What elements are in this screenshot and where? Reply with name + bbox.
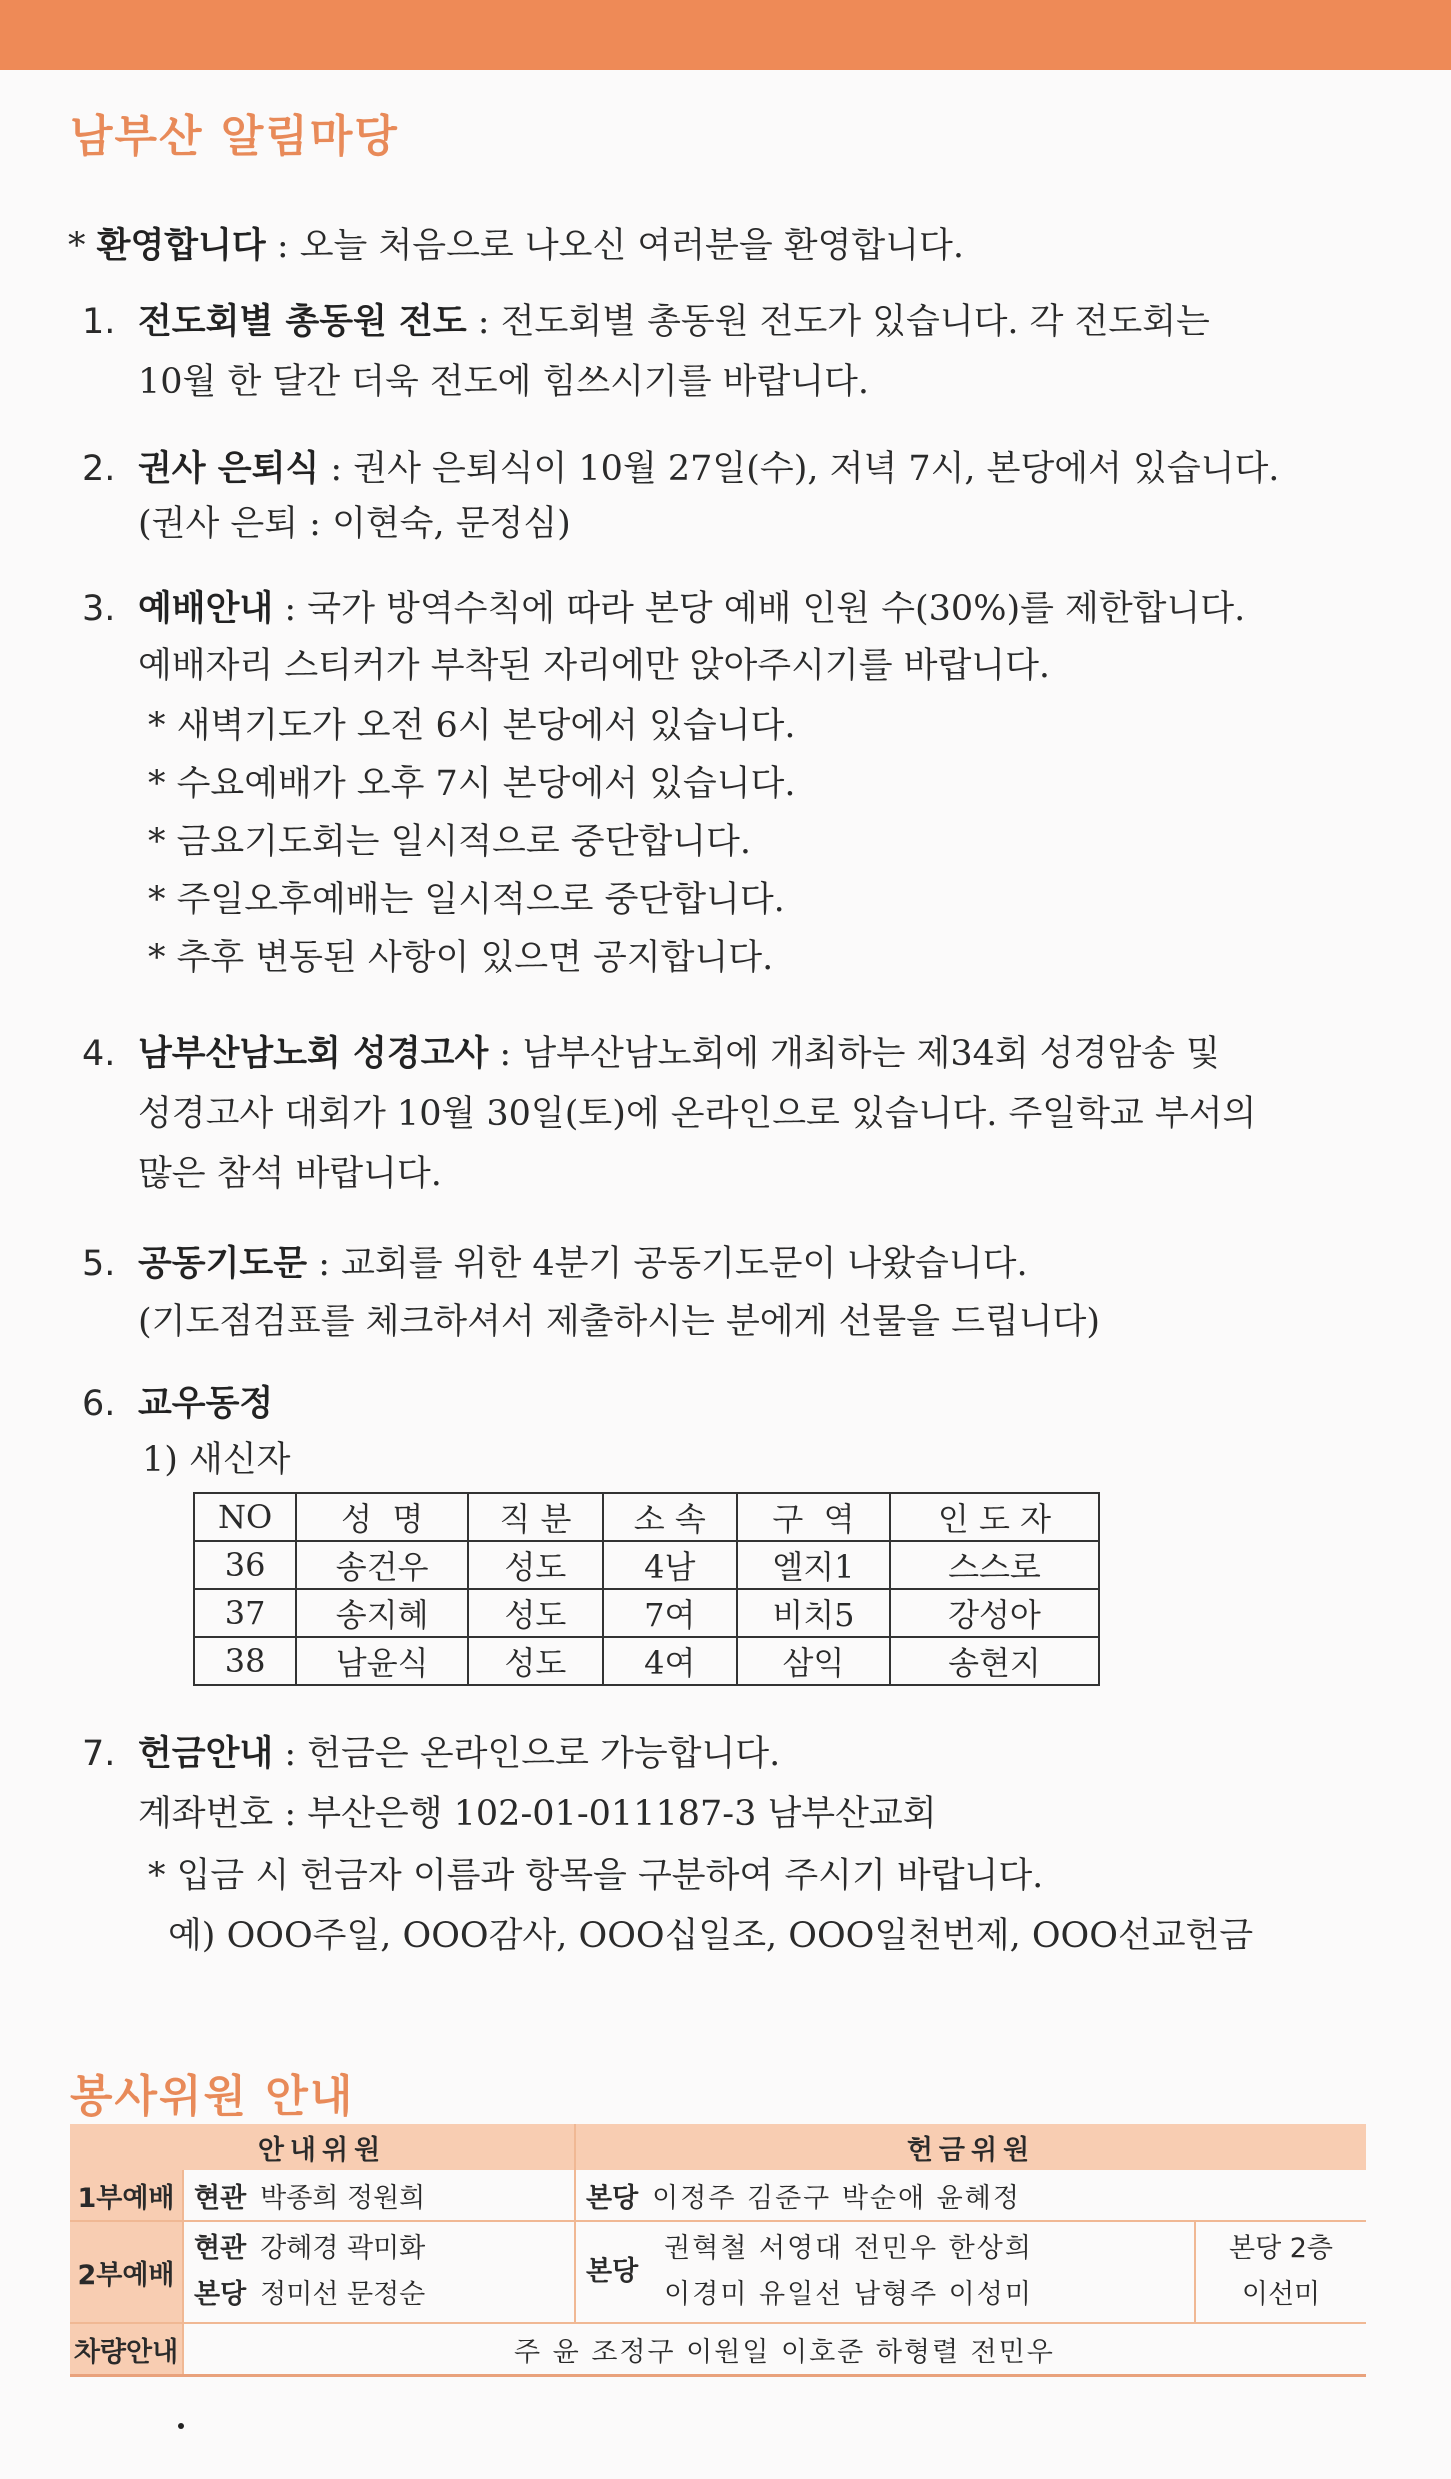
ushers-cell xyxy=(183,2170,575,2221)
item-text: 교회를 위한 4분기 공동기도문이 나왔습니다. xyxy=(341,1244,1028,1284)
table-cell: 스스로 xyxy=(890,1541,1099,1589)
item-label: 공동기도문 xyxy=(138,1244,308,1284)
item-line: 성경고사 대회가 10월 30일(토)에 온라인으로 있습니다. 주일학교 부서의 xyxy=(138,1094,1257,1134)
names: 강혜경 곽미화 xyxy=(260,2233,426,2264)
col-header: 소 속 xyxy=(603,1493,737,1541)
table-row xyxy=(194,1637,1099,1685)
table-row xyxy=(194,1589,1099,1637)
ushers-cell xyxy=(183,2221,575,2323)
table-cell: 성도 xyxy=(468,1637,602,1685)
table-cell: 4여 xyxy=(603,1637,737,1685)
notice-item-6 xyxy=(82,1380,273,1428)
place: 본당 xyxy=(586,2182,639,2214)
item-number: 6. xyxy=(82,1384,116,1424)
item-line: * 금요기도회는 일시적으로 중단합니다. xyxy=(148,822,751,862)
notice-item-2: 2. 권사 은퇴식 : 권사 은퇴식이 10월 27일(수), 저녁 7시, 본당에서 있습니다. xyxy=(82,445,1279,493)
service-label: 2부예배 xyxy=(70,2221,183,2323)
offering-cell xyxy=(575,2221,1195,2323)
item-label: 전도회별 총동원 전도 xyxy=(138,302,467,342)
notice-item-7: 7. 헌금안내 : 헌금은 온라인으로 가능합니다. xyxy=(82,1730,780,1778)
table-cell: 성도 xyxy=(468,1589,602,1637)
item-line: * 추후 변동된 사항이 있으면 공지합니다. xyxy=(148,938,774,978)
service-label: 1부예배 xyxy=(70,2170,183,2221)
col-header: 구 역 xyxy=(737,1493,890,1541)
table-cell: 4남 xyxy=(603,1541,737,1589)
usher-line xyxy=(194,2226,564,2272)
place: 본당 xyxy=(194,2279,247,2310)
welcome-label: 환영합니다 xyxy=(96,226,266,266)
table-cell: 강성아 xyxy=(890,1589,1099,1637)
item-number: 5. xyxy=(82,1244,116,1284)
item-line: 많은 참석 바랍니다. xyxy=(138,1154,442,1194)
table-cell: 7여 xyxy=(603,1589,737,1637)
volunteers-header-row xyxy=(70,2124,1366,2170)
table-cell: 성도 xyxy=(468,1541,602,1589)
offering-cell xyxy=(575,2170,1366,2221)
ushers-header: 안내위원 xyxy=(70,2124,575,2170)
volunteers-table xyxy=(70,2124,1366,2377)
item-line: * 주일오후예배는 일시적으로 중단합니다. xyxy=(148,880,785,920)
item-line: (권사 은퇴 : 이현숙, 문정심) xyxy=(138,504,571,544)
place: 현관 xyxy=(194,2182,247,2214)
service-2-row xyxy=(70,2221,1366,2323)
usher-line xyxy=(194,2272,564,2318)
table-cell: 엘지1 xyxy=(737,1541,890,1589)
table-cell: 송건우 xyxy=(296,1541,468,1589)
item-number: 4. xyxy=(82,1034,116,1074)
place: 본당 2층 xyxy=(1228,2233,1333,2264)
col-header: 직 분 xyxy=(468,1493,602,1541)
service-1-row xyxy=(70,2170,1366,2221)
item-number: 3. xyxy=(82,589,116,629)
item-label: 권사 은퇴식 xyxy=(138,449,320,489)
table-cell: 36 xyxy=(194,1541,296,1589)
table-row xyxy=(194,1541,1099,1589)
print-mark xyxy=(178,2423,184,2429)
table-cell: 38 xyxy=(194,1637,296,1685)
item-number: 7. xyxy=(82,1734,116,1774)
table-cell: 37 xyxy=(194,1589,296,1637)
notice-item-5: 5. 공동기도문 : 교회를 위한 4분기 공동기도문이 나왔습니다. xyxy=(82,1240,1028,1288)
names: 이정주 김준구 박순애 윤혜정 xyxy=(652,2182,1021,2214)
item-line: * 새벽기도가 오전 6시 본당에서 있습니다. xyxy=(148,706,796,746)
names: 박종희 정원희 xyxy=(260,2182,426,2214)
table-cell: 비치5 xyxy=(737,1589,890,1637)
notice-item-1: 1. 전도회별 총동원 전도 : 전도회별 총동원 전도가 있습니다. 각 전도회는 xyxy=(82,298,1210,346)
service-label: 차량안내 xyxy=(70,2323,183,2376)
welcome-line xyxy=(68,222,964,270)
offering-extra-cell xyxy=(1195,2221,1366,2323)
place: 현관 xyxy=(194,2233,247,2264)
vehicle-cell: 주 윤 조정구 이원일 이호준 하형렬 전민우 xyxy=(183,2323,1366,2376)
vehicle-row xyxy=(70,2323,1366,2376)
item-number: 2. xyxy=(82,449,116,489)
item-line: 1) 새신자 xyxy=(142,1440,291,1480)
item-number: 1. xyxy=(82,302,116,342)
table-header-row xyxy=(194,1493,1099,1541)
table-cell: 송현지 xyxy=(890,1637,1099,1685)
notice-item-3: 3. 예배안내 : 국가 방역수칙에 따라 본당 예배 인원 수(30%)를 제한합니다. xyxy=(82,585,1245,633)
col-header: NO xyxy=(194,1493,296,1541)
col-header: 인 도 자 xyxy=(890,1493,1099,1541)
item-label: 헌금안내 xyxy=(138,1734,274,1774)
welcome-text: 오늘 처음으로 나오신 여러분을 환영합니다. xyxy=(299,226,964,266)
col-header: 성 명 xyxy=(296,1493,468,1541)
item-line: 예배자리 스티커가 부착된 자리에만 앉아주시기를 바랍니다. xyxy=(138,646,1051,686)
new-members-table xyxy=(193,1492,1100,1686)
item-line: 예) OOO주일, OOO감사, OOO십일조, OOO일천번제, OOO선교헌금 xyxy=(168,1916,1254,1956)
notices-title: 남부산 알림마당 xyxy=(70,111,399,162)
notice-item-4: 4. 남부산남노회 성경고사 : 남부산남노회에 개최하는 제34회 성경암송 및 xyxy=(82,1030,1220,1078)
top-color-bar xyxy=(0,0,1451,70)
item-text: 헌금은 온라인으로 가능합니다. xyxy=(307,1734,781,1774)
place: 본당 xyxy=(586,2256,639,2287)
bullet: * xyxy=(68,226,86,266)
table-cell: 송지혜 xyxy=(296,1589,468,1637)
names: 이선미 xyxy=(1241,2279,1321,2310)
item-text: 전도회별 총동원 전도가 있습니다. 각 전도회는 xyxy=(500,302,1210,342)
item-line: 10월 한 달간 더욱 전도에 힘쓰시기를 바랍니다. xyxy=(138,362,869,402)
names: 정미선 문정순 xyxy=(260,2279,426,2310)
item-label: 교우동정 xyxy=(138,1384,274,1424)
item-line: (기도점검표를 체크하셔서 제출하시는 분에게 선물을 드립니다) xyxy=(138,1302,1100,1342)
item-label: 남부산남노회 성경고사 xyxy=(138,1034,489,1074)
offering-header: 헌금위원 xyxy=(575,2124,1366,2170)
item-line: * 입금 시 헌금자 이름과 항목을 구분하여 주시기 바랍니다. xyxy=(148,1856,1044,1896)
volunteers-title: 봉사위원 안내 xyxy=(70,2071,355,2122)
item-text: 권사 은퇴식이 10월 27일(수), 저녁 7시, 본당에서 있습니다. xyxy=(353,449,1280,489)
table-cell: 삼익 xyxy=(737,1637,890,1685)
item-line: * 수요예배가 오후 7시 본당에서 있습니다. xyxy=(148,764,796,804)
item-label: 예배안내 xyxy=(138,589,274,629)
names: 권혁철 서영대 전민우 한상희 xyxy=(664,2233,1033,2264)
separator: : xyxy=(265,226,300,266)
names: 이경미 유일선 남형주 이성미 xyxy=(664,2279,1033,2310)
item-text: 국가 방역수칙에 따라 본당 예배 인원 수(30%)를 제한합니다. xyxy=(307,589,1246,629)
item-line: 계좌번호 : 부산은행 102-01-011187-3 남부산교회 xyxy=(138,1794,937,1834)
table-cell: 남윤식 xyxy=(296,1637,468,1685)
item-text: 남부산남노회에 개최하는 제34회 성경암송 및 xyxy=(522,1034,1220,1074)
